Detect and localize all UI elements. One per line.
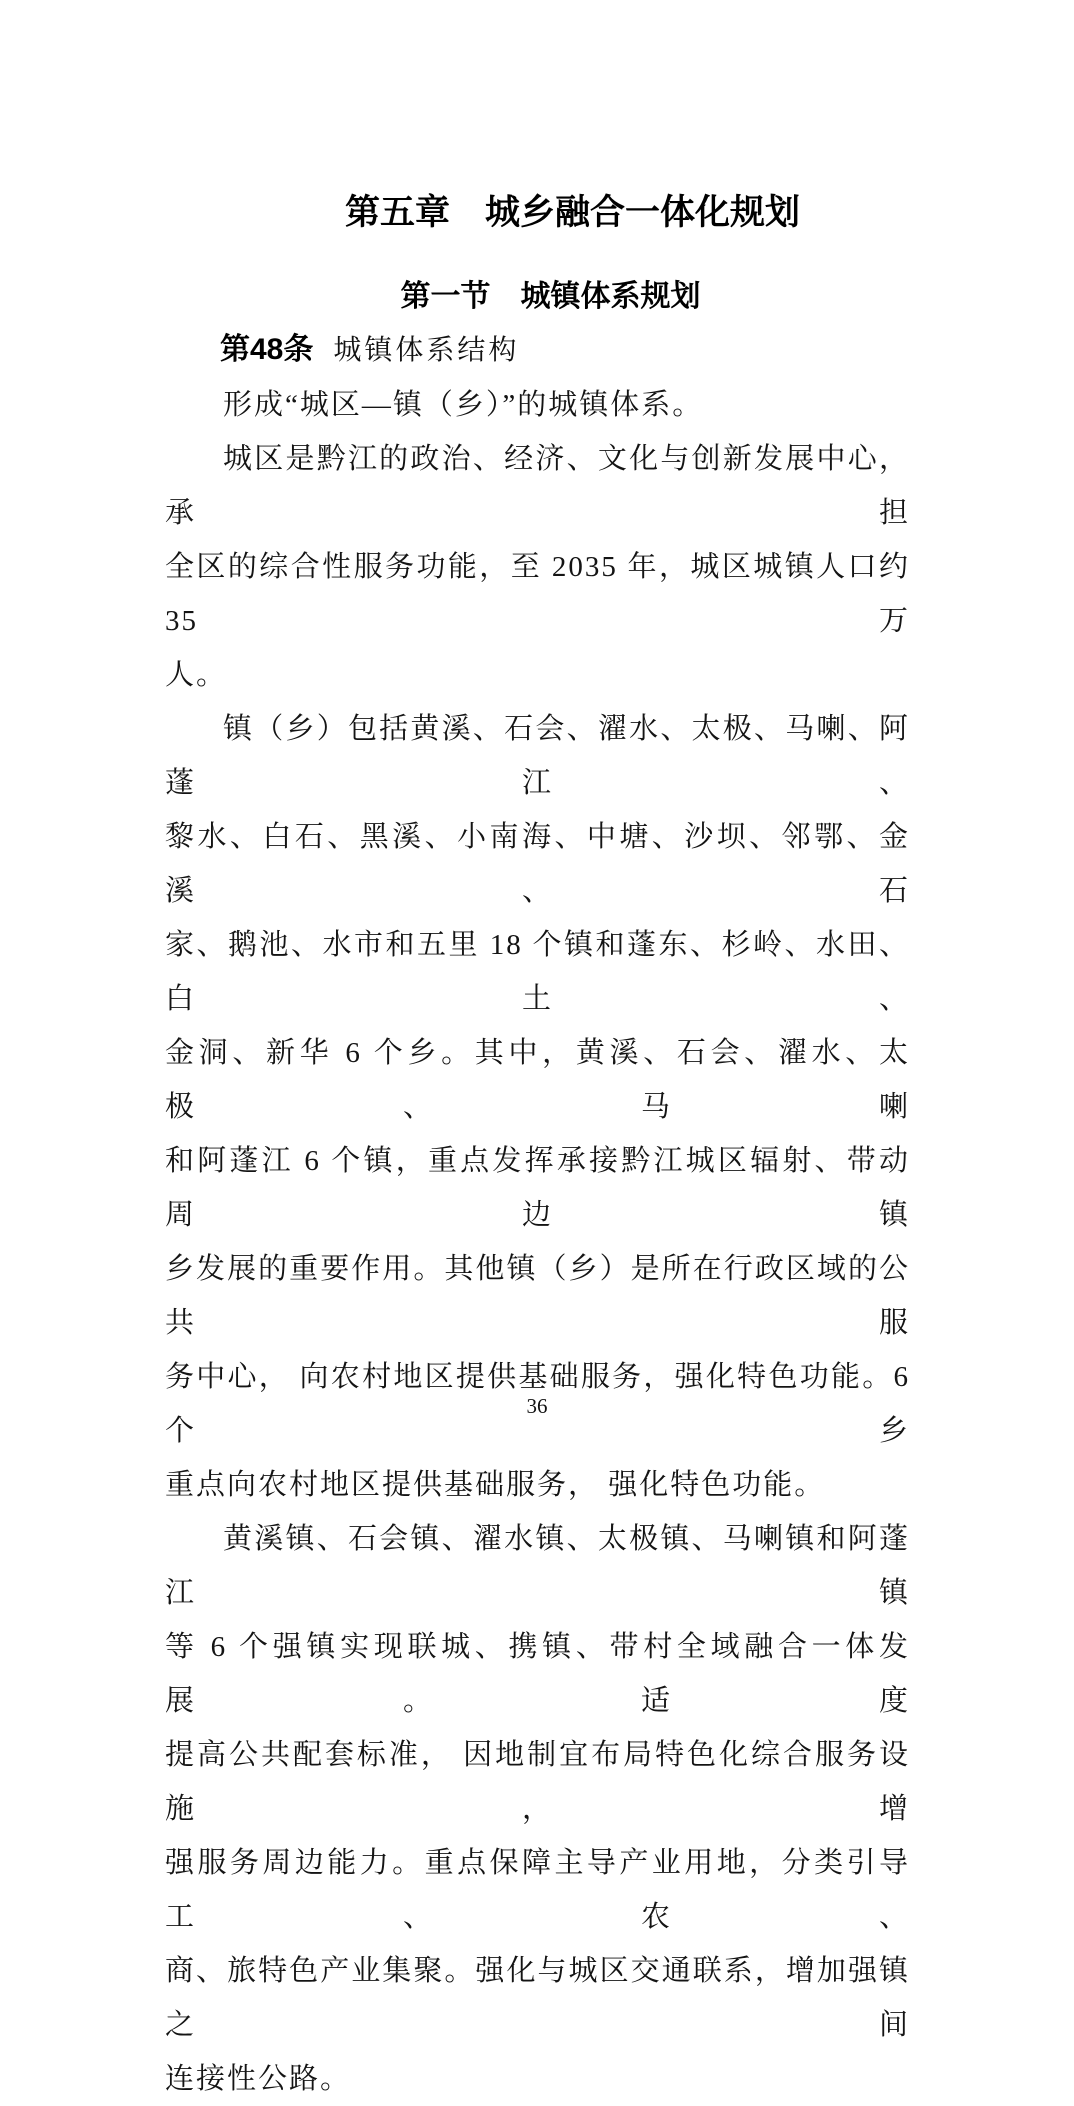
body-line: 家、鹅池、水市和五里 18 个镇和蓬东、杉岭、水田、白土、 [165,929,910,1015]
paragraph [165,702,910,1512]
body-line: 提高公共配套标准， 因地制宜布局特色化综合服务设施，增 [165,1739,910,1825]
body-line: 乡发展的重要作用。其他镇（乡）是所在行政区域的公共服 [165,1253,910,1339]
body-line: 等 6 个强镇实现联城、携镇、带村全域融合一体发展。适度 [165,1631,910,1717]
article-title: 城镇体系结构 [333,335,520,366]
body-line: 城区是黔江的政治、经济、文化与创新发展中心，承担 [165,443,910,529]
body-line: 强服务周边能力。重点保障主导产业用地，分类引导工、农、 [165,1847,910,1933]
body-line: 人。 [165,659,228,691]
body-line: 商、旅特色产业集聚。强化与城区交通联系，增加强镇之间 [165,1955,910,2041]
body-line: 黄溪镇、石会镇、濯水镇、太极镇、马喇镇和阿蓬江镇 [165,1523,910,1609]
article-number: 第48条 [220,333,314,366]
body-line: 重点向农村地区提供基础服务， 强化特色功能。 [165,1469,826,1501]
body-line: 连接性公路。 [165,2063,352,2095]
body-line: 全区的综合性服务功能，至 2035 年，城区城镇人口约 35 万 [165,551,910,637]
section-title: 第一节 城镇体系规划 [400,280,701,313]
chapter-title: 第五章 城乡融合一体化规划 [344,193,800,232]
body-line: 形成“城区—镇（乡）”的城镇体系。 [223,389,704,421]
page-number: 36 [526,1394,548,1418]
body-line: 镇（乡）包括黄溪、石会、濯水、太极、马喇、阿蓬江、 [165,713,910,799]
article-heading [165,331,910,374]
body-line: 金洞、新华 6 个乡。其中，黄溪、石会、濯水、太极、马喇 [165,1037,910,1123]
page-footer [0,1394,1074,1419]
body-line: 黎水、白石、黑溪、小南海、中塘、沙坝、邻鄂、金溪、石 [165,821,910,907]
body-line: 务中心， 向农村地区提供基础服务，强化特色功能。6 个乡 [165,1361,910,1447]
paragraph [165,1512,910,2106]
document-body [165,378,910,2106]
body-line: 和阿蓬江 6 个镇，重点发挥承接黔江城区辐射、带动周边镇 [165,1145,910,1231]
paragraph [165,378,910,432]
paragraph [165,432,910,702]
